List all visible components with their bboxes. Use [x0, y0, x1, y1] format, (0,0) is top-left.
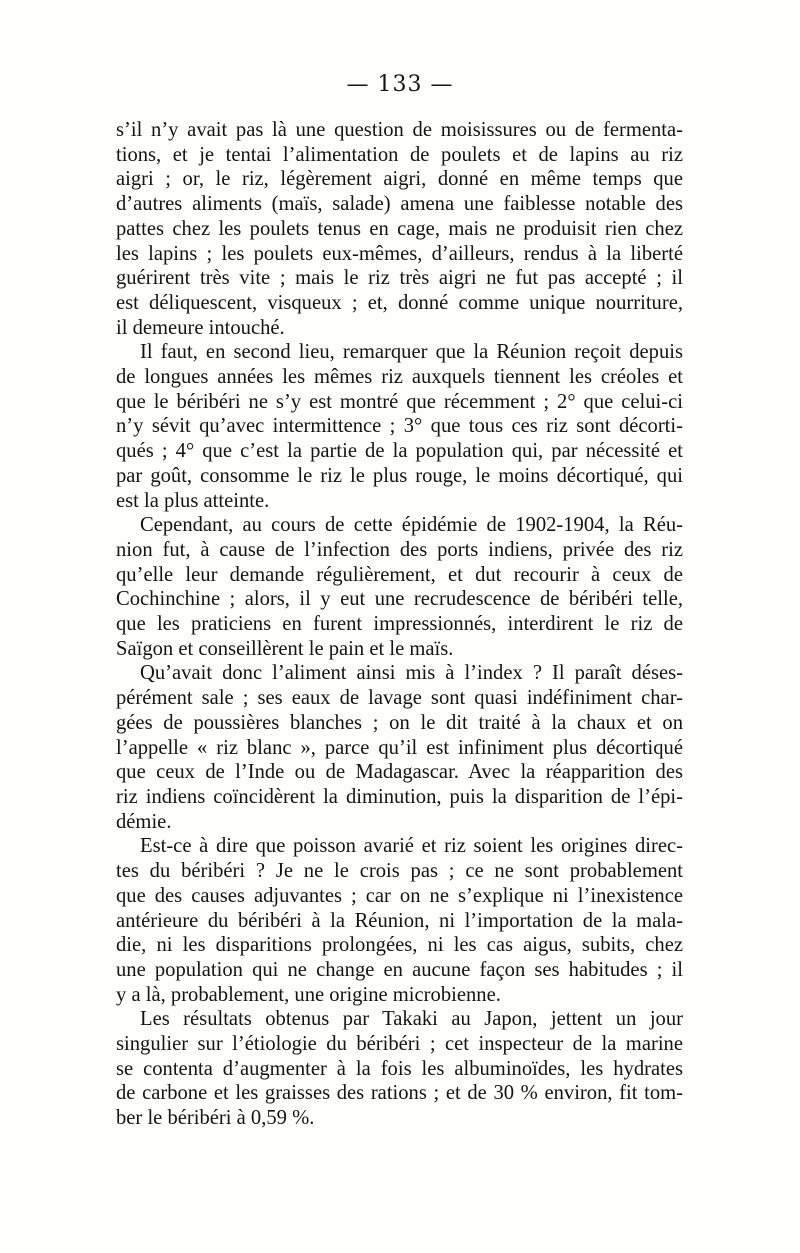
- text-line: de longues années les mêmes riz auxquels tiennent les créoles et: [116, 366, 683, 389]
- text-line: ber le béribéri à 0,59 %.: [116, 1107, 315, 1130]
- text-line: que ceux de l’Inde ou de Madagascar. Avec la réapparition des: [116, 761, 683, 784]
- text-line: pattes chez les poulets tenus en cage, mais ne produisit rien chez: [116, 217, 683, 240]
- text-line: n’y sévit qu’avec intermittence ; 3° que tous ces riz sont décorti-: [116, 415, 683, 438]
- text-line: Est-ce à dire que poisson avarié et riz soient les origines direc-: [140, 835, 683, 858]
- text-line: se contenta d’augmenter à la fois les albuminoïdes, les hydrates: [116, 1057, 683, 1080]
- text-line: que des causes adjuvantes ; car on ne s’explique ni l’inexistence: [116, 884, 683, 907]
- text-line: Cependant, au cours de cette épidémie de 1902-1904, la Réu-: [140, 514, 683, 537]
- text-line: que le béribéri ne s’y est montré que récemment ; 2° que celui-ci: [116, 390, 683, 413]
- text-line: que les praticiens en furent impressionnés, interdirent le riz de: [116, 613, 683, 636]
- text-line: qués ; 4° que c’est la partie de la population qui, par nécessité et: [116, 440, 683, 463]
- text-line: une population qui ne change en aucune façon ses habitudes ; il: [116, 958, 683, 981]
- text-line: aigri ; or, le riz, légèrement aigri, donné en même temps que: [116, 168, 683, 191]
- page-number: — 133 —: [346, 72, 454, 97]
- text-line: d’autres aliments (maïs, salade) amena une faiblesse notable des: [116, 193, 683, 216]
- text-line: est déliquescent, visqueux ; et, donné comme unique nourriture,: [116, 291, 683, 314]
- text-line: les lapins ; les poulets eux-mêmes, d’ailleurs, rendus à la liberté: [116, 242, 683, 265]
- text-line: l’appelle « riz blanc », parce qu’il est infiniment plus décortiqué: [116, 736, 683, 759]
- text-line: s’il n’y avait pas là une question de moisissures ou de fermenta-: [116, 119, 683, 141]
- text-line: Cochinchine ; alors, il y eut une recrudescence de béribéri telle,: [116, 588, 683, 611]
- text-line: par goût, consomme le riz le plus rouge, le moins décortiqué, qui: [116, 464, 683, 487]
- text-line: Les résultats obtenus par Takaki au Japon, jettent un jour: [140, 1008, 683, 1031]
- text-line: guérirent très vite ; mais le riz très aigri ne fut pas accepté ; il: [116, 267, 683, 290]
- text-line: riz indiens coïncidèrent la diminution, puis la disparition de l’épi-: [116, 785, 683, 808]
- text-line: tes du béribéri ? Je ne le crois pas ; ce ne sont probablement: [116, 860, 683, 883]
- text-line: die, ni les disparitions prolongées, ni les cas aigus, subits, chez: [116, 934, 683, 957]
- text-line: y a là, probablement, une origine microbienne.: [116, 983, 501, 1006]
- text-line: Il faut, en second lieu, remarquer que la Réunion reçoit depuis: [140, 341, 683, 364]
- text-line: de carbone et les graisses des rations ; et de 30 % environ, fit tom-: [116, 1082, 683, 1105]
- text-line: singulier sur l’étiologie du béribéri ; cet inspecteur de la marine: [116, 1033, 683, 1056]
- body-text: [116, 118, 683, 1131]
- text-line: pérément sale ; ses eaux de lavage sont quasi indéfiniment char-: [116, 687, 683, 710]
- text-line: nion fut, à cause de l’infection des ports indiens, privée des riz: [116, 538, 683, 561]
- text-line: est la plus atteinte.: [116, 489, 270, 512]
- text-line: tions, et je tentai l’alimentation de poulets et de lapins au riz: [116, 143, 683, 166]
- text-line: antérieure du béribéri à la Réunion, ni l’importation de la mala-: [116, 909, 683, 932]
- text-line: démie.: [116, 810, 172, 833]
- text-line: Saïgon et conseillèrent le pain et le maïs.: [116, 637, 454, 660]
- text-line: il demeure intouché.: [116, 316, 285, 339]
- text-line: qu’elle leur demande régulièrement, et dut recourir à ceux de: [116, 563, 683, 586]
- text-line: Qu’avait donc l’aliment ainsi mis à l’index ? Il paraît déses-: [140, 662, 683, 685]
- text-line: gées de poussières blanches ; on le dit traité à la chaux et on: [116, 711, 683, 734]
